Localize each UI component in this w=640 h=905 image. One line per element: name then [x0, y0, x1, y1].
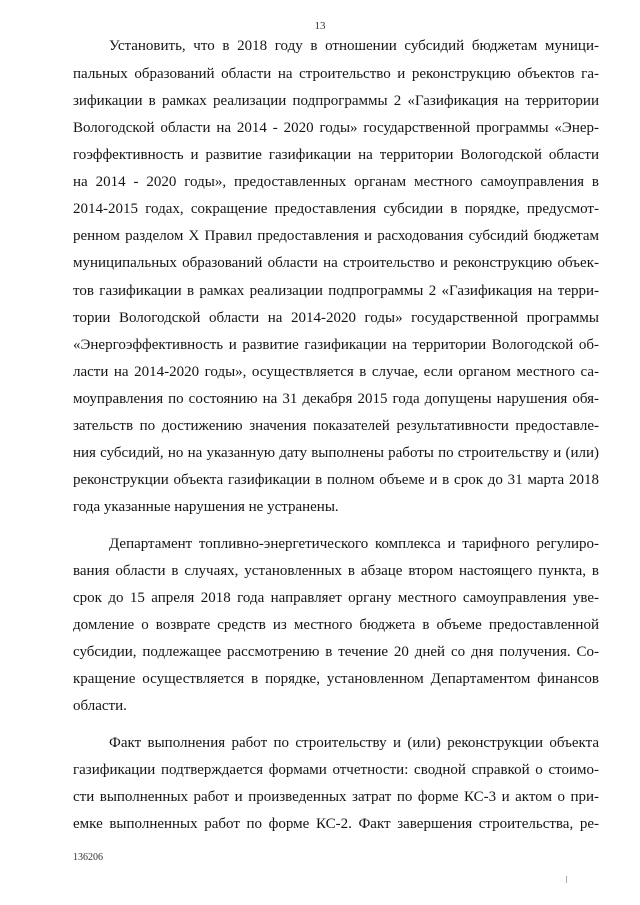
text-line: тов газификации в рамках реализации подпрограммы 2 «Газификация на терри-: [73, 283, 599, 299]
scan-margin-mark: [566, 876, 567, 883]
text-line: 2014-2015 годах, сокращение предоставления субсидии в порядке, предусмот-: [73, 201, 599, 217]
text-line: муниципальных образований области на строительство и реконструкцию объек-: [73, 255, 599, 271]
page-number: 13: [314, 20, 326, 32]
text-line: Департамент топливно-энергетического комплекса и тарифного регулиро-: [109, 536, 599, 552]
text-line: года указанные нарушения не устранены.: [73, 499, 339, 515]
text-line: ласти на 2014-2020 годы», осуществляется в случае, если органом местного са-: [73, 364, 599, 380]
text-line: вания области в случаях, установленных в абзаце втором настоящего пункта, в: [73, 563, 599, 579]
document-code: 136206: [73, 852, 103, 863]
text-line: тории Вологодской области на 2014-2020 годы» государственной программы: [73, 310, 599, 326]
text-line: срок до 15 апреля 2018 года направляет органу местного самоуправления уве-: [73, 590, 599, 606]
text-line: емке выполненных работ по форме КС-2. Факт завершения строительства, ре-: [73, 816, 599, 832]
text-line: зификации в рамках реализации подпрограммы 2 «Газификация на территории: [73, 93, 599, 109]
text-line: зательств по достижению значения показателей результативности предоставле-: [73, 418, 599, 434]
text-line: газификации подтверждается формами отчетности: сводной справкой о стоимо-: [73, 762, 599, 778]
text-line: реконструкции объекта газификации в полном объеме и в срок до 31 марта 2018: [73, 472, 599, 488]
text-line: «Энергоэффективность и развитие газификации на территории Вологодской об-: [73, 337, 599, 353]
text-line: ренном разделом X Правил предоставления и расходования субсидий бюджетам: [73, 228, 599, 244]
text-line: моуправления по состоянию на 31 декабря 2015 года допущены нарушения обя-: [73, 391, 599, 407]
text-line: ния субсидий, но на указанную дату выполнены работы по строительству и (или): [73, 445, 599, 461]
text-line: Факт выполнения работ по строительству и (или) реконструкции объекта: [109, 735, 599, 751]
text-line: сти выполненных работ и произведенных затрат по форме КС-3 и актом о при-: [73, 789, 599, 805]
text-line: на 2014 - 2020 годы», предоставленных органам местного самоуправления в: [73, 174, 599, 190]
text-line: субсидии, подлежащее рассмотрению в течение 20 дней со дня получения. Со-: [73, 644, 599, 660]
text-line: домление о возврате средств из местного бюджета в объеме предоставленной: [73, 617, 599, 633]
text-line: области.: [73, 698, 127, 714]
text-line: кращение осуществляется в порядке, установленном Департаментом финансов: [73, 671, 599, 687]
text-line: пальных образований области на строительство и реконструкцию объектов га-: [73, 66, 599, 82]
text-line: Вологодской области на 2014 - 2020 годы» государственной программы «Энер-: [73, 120, 599, 136]
text-line: гоэффективность и развитие газификации на территории Вологодской области: [73, 147, 599, 163]
text-line: Установить, что в 2018 году в отношении субсидий бюджетам муници-: [109, 38, 599, 54]
